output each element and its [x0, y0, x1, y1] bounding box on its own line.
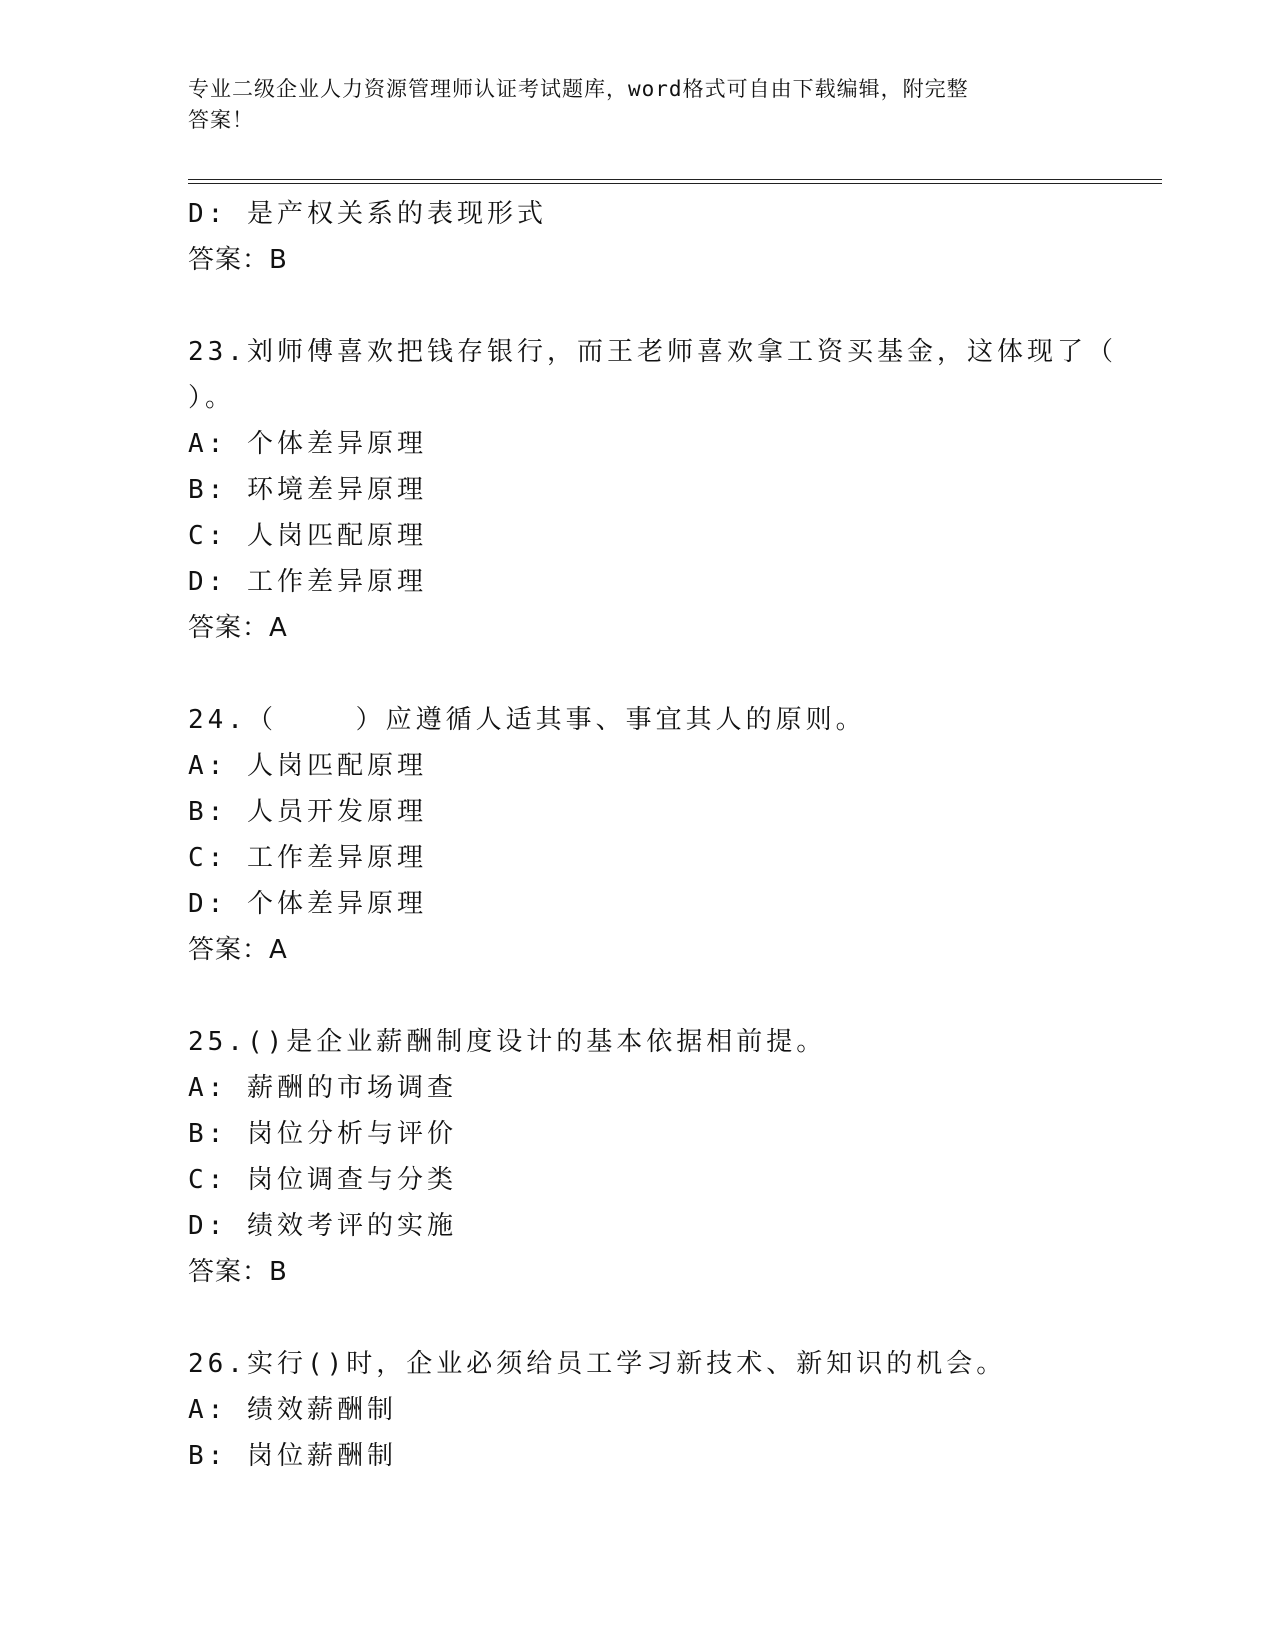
prev-option-d: D: 是产权关系的表现形式 [188, 199, 547, 229]
question-23 [188, 329, 1117, 651]
question-stem-cont: ）。 [188, 383, 236, 413]
option-d: D: 个体差异原理 [188, 889, 427, 919]
option-a: A: 薪酬的市场调查 [188, 1073, 457, 1103]
option-d: D: 工作差异原理 [188, 567, 427, 597]
answer: 答案：A [188, 935, 288, 965]
question-24 [188, 697, 1088, 973]
question-26 [188, 1341, 1088, 1479]
question-stem: 25.()是企业薪酬制度设计的基本依据相前提。 [188, 1027, 827, 1057]
question-list [188, 191, 1117, 1479]
option-c: C: 人岗匹配原理 [188, 521, 427, 551]
question-25 [188, 1019, 1088, 1295]
option-a: A: 个体差异原理 [188, 429, 427, 459]
option-b: B: 岗位分析与评价 [188, 1119, 457, 1149]
header-divider-bottom [188, 183, 1162, 184]
question-stem: 23.刘师傅喜欢把钱存银行，而王老师喜欢拿工资买基金，这体现了（ [188, 337, 1117, 367]
answer: 答案：B [188, 1257, 288, 1287]
option-b: B: 人员开发原理 [188, 797, 427, 827]
question-stem: 26.实行()时，企业必须给员工学习新技术、新知识的机会。 [188, 1349, 1007, 1379]
header-divider-top [188, 179, 1162, 180]
option-d: D: 绩效考评的实施 [188, 1211, 457, 1241]
prev-answer: 答案：B [188, 245, 288, 275]
document-header [188, 74, 1068, 136]
option-a: A: 绩效薪酬制 [188, 1395, 397, 1425]
question-stem: 24.（ ）应遵循人适其事、事宜其人的原则。 [188, 705, 866, 735]
option-c: C: 工作差异原理 [188, 843, 427, 873]
answer: 答案：A [188, 613, 288, 643]
header-line-1: 专业二级企业人力资源管理师认证考试题库，word格式可自由下载编辑，附完整 [188, 77, 969, 101]
option-b: B: 岗位薪酬制 [188, 1441, 397, 1471]
header-line-2: 答案！ [188, 108, 254, 132]
option-c: C: 岗位调查与分类 [188, 1165, 457, 1195]
option-b: B: 环境差异原理 [188, 475, 427, 505]
option-a: A: 人岗匹配原理 [188, 751, 427, 781]
